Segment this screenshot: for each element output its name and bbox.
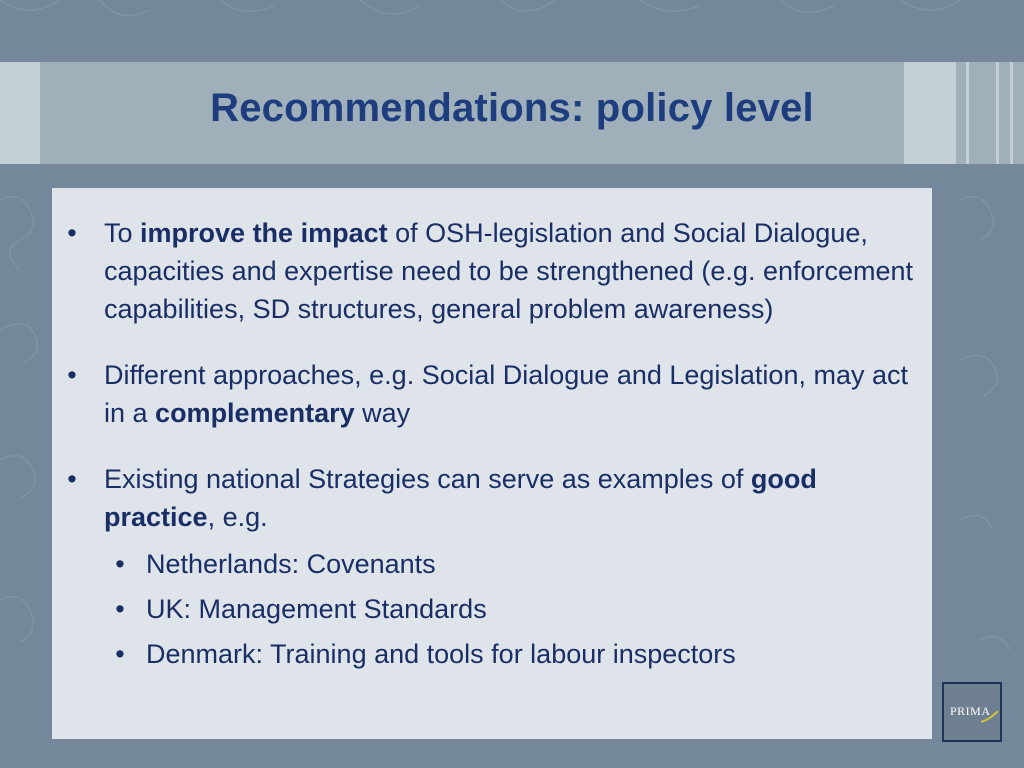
bullet-item bbox=[52, 214, 932, 328]
sub-bullet-item bbox=[104, 542, 922, 587]
bullet-text: way bbox=[354, 398, 411, 428]
bullet-emphasis: improve the impact bbox=[140, 218, 388, 248]
sub-bullet-marker: • bbox=[115, 639, 125, 669]
bullet-item bbox=[52, 356, 932, 432]
sub-bullet-text: UK: Management Standards bbox=[146, 594, 487, 624]
bullet-text: , e.g. bbox=[207, 502, 268, 532]
bullet-marker: • bbox=[67, 464, 77, 494]
bullet-marker: • bbox=[67, 218, 77, 248]
sub-bullet-item bbox=[104, 632, 922, 677]
sub-bullet-text: Denmark: Training and tools for labour inspectors bbox=[146, 639, 736, 669]
bullet-emphasis: good practice bbox=[104, 464, 817, 532]
bullet-item bbox=[52, 460, 932, 677]
logo-text: PRIMA bbox=[950, 704, 991, 718]
bullet-emphasis: complementary bbox=[155, 398, 355, 428]
sub-bullet-list bbox=[104, 542, 922, 677]
sub-bullet-text: Netherlands: Covenants bbox=[146, 549, 436, 579]
bullet-text: Different approaches, e.g. Social Dialogue and Legislation, may act in a bbox=[104, 360, 908, 428]
bullet-marker: • bbox=[67, 360, 77, 390]
prima-logo bbox=[942, 682, 1002, 742]
bullet-text: of OSH-legislation and Social Dialogue, capacities and expertise need to be strengthened (e.g. enforcement capabilities, SD structures, general problem awareness) bbox=[104, 218, 914, 324]
sub-bullet-item bbox=[104, 587, 922, 632]
slide-title: Recommendations: policy level bbox=[210, 86, 814, 130]
logo-swoosh-icon bbox=[980, 710, 1000, 724]
sub-bullet-marker: • bbox=[115, 549, 125, 579]
content-box bbox=[52, 188, 932, 739]
bullet-text: To bbox=[104, 218, 141, 248]
sub-bullet-marker: • bbox=[115, 594, 125, 624]
bullet-text: Existing national Strategies can serve as examples of bbox=[104, 464, 751, 494]
bullet-list bbox=[52, 214, 932, 705]
